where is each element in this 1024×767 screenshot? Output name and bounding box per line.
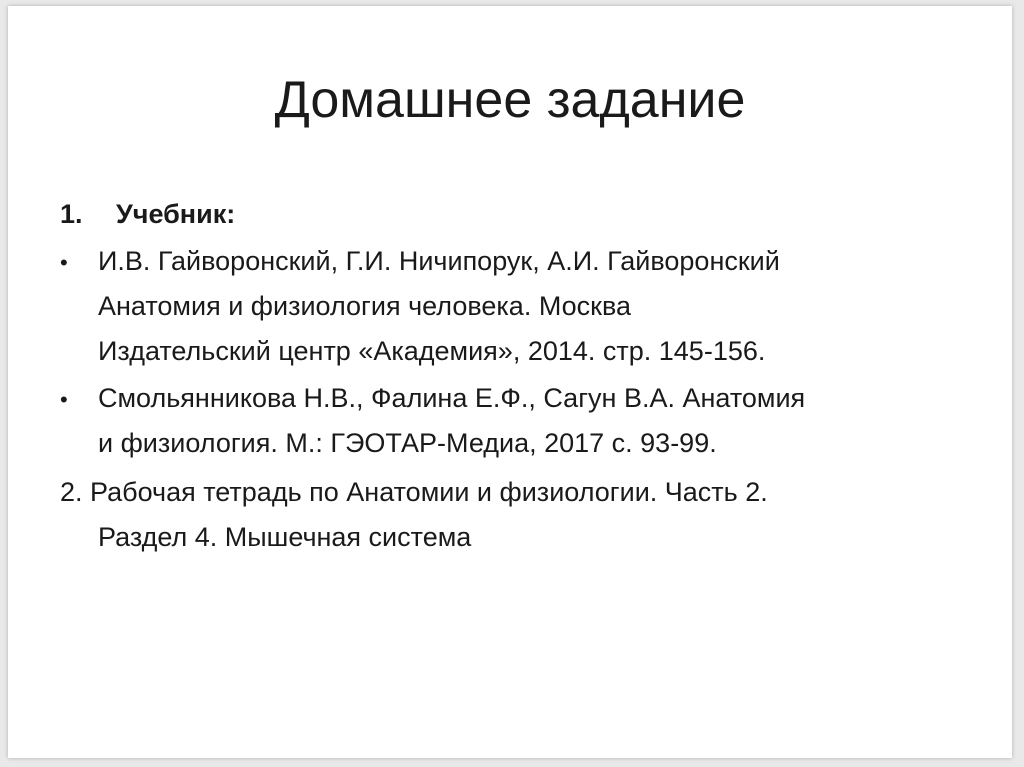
bullet-line: И.В. Гайворонский, Г.И. Ничипорук, А.И. Гайворонский <box>98 246 780 276</box>
slide-title: Домашнее задание <box>274 71 746 129</box>
bullet-text <box>98 239 980 374</box>
bullet-line: Анатомия и физиология человека. Москва <box>98 291 631 321</box>
bullet-line: и физиология. М.: ГЭОТАР-Медиа, 2017 с. 93-99. <box>98 428 717 458</box>
bullet-item-2 <box>60 376 980 466</box>
bullet-line: Издательский центр «Академия», 2014. стр. 145-156. <box>98 336 766 366</box>
list-item-textbook <box>60 192 980 237</box>
list-number: 1. <box>60 199 83 229</box>
bullet-item-1 <box>60 239 980 374</box>
bullet-text <box>98 376 980 466</box>
bullet-icon: • <box>60 387 68 412</box>
bullet-line: Смольянникова Н.В., Фалина Е.Ф., Сагун В.А. Анатомия <box>98 383 806 413</box>
slide <box>8 6 1012 758</box>
workbook-line: Раздел 4. Мышечная система <box>98 522 472 552</box>
bullet-icon: • <box>60 250 68 275</box>
list-item-workbook <box>60 470 980 560</box>
slide-content <box>60 192 980 560</box>
list-label: Учебник: <box>116 199 236 229</box>
workbook-line: 2. Рабочая тетрадь по Анатомии и физиологии. Часть 2. <box>60 477 768 507</box>
